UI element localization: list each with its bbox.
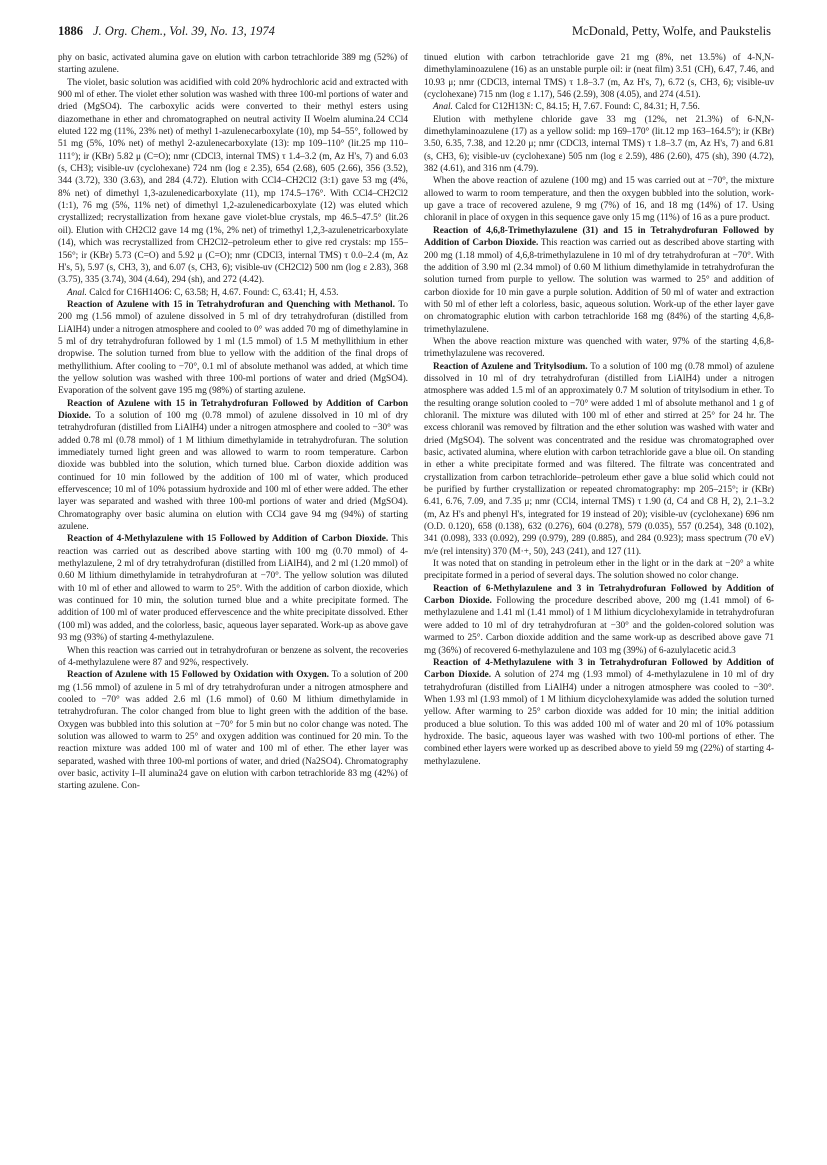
header-left	[58, 24, 275, 39]
section-heading: Reaction of Azulene with 15 in Tetrahydrofuran Followed by Addition of Carbon Dioxide.	[58, 398, 408, 421]
paragraph	[58, 299, 408, 398]
paragraph	[424, 225, 774, 336]
paragraph-text: It was noted that on standing in petroleum ether in the light or in the dark at −20° a white precipitate formed in a period of several days. The solution showed no color change.	[424, 559, 774, 582]
paragraph-text: This reaction was carried out as described above starting with 100 mg (0.70 mmol) of 4-methylazulene, 2 ml of dry tetrahydrofuran (distilled from LiAlH4), and 2 ml (1.20 mmol) of 0.60 M lithium dimethylamide in tetrahydrofuran at −70°. The yellow solution was diluted with 10 ml of ether and allowed to warm to 25°. With the addition of carbon dioxide, which was continued for 10 min, the solution turned blue and a white precipitate formed. The addition of 100 ml of water produced effervescence and the white precipitate dissolved. Ether (100 ml) was added, and the colorless, basic, aqueous layer separated. Work-up as above gave 93 mg (93%) of starting 4-methylazulene.	[58, 534, 408, 644]
paragraph	[58, 645, 408, 670]
paragraph	[424, 336, 774, 361]
section-heading: Reaction of 4-Methylazulene with 15 Followed by Addition of Carbon Dioxide.	[67, 534, 389, 545]
journal-citation: J. Org. Chem., Vol. 39, No. 13, 1974	[93, 24, 275, 38]
section-heading: Reaction of Azulene with 15 in Tetrahydrofuran and Quenching with Methanol.	[67, 299, 395, 310]
section-heading: Reaction of 4,6,8-Trimethylazulene (31) and 15 in Tetrahydrofuran Followed by Addition of Carbon Dioxide.	[424, 225, 774, 249]
section-heading: Reaction of Azulene with 15 Followed by Oxidation with Oxygen.	[67, 670, 329, 681]
paragraph-text: Calcd for C12H13N: C, 84.15; H, 7.67. Found: C, 84.31; H, 7.56.	[452, 102, 700, 113]
analysis-label: Anal.	[433, 102, 453, 113]
page-number: 1886	[58, 24, 83, 38]
paragraph-text: To a solution of 100 mg (0.78 mmol) of azulene dissolved in 10 ml of dry tetrahydrofuran (distilled from LiAlH4) under a nitrogen atmosphere and cooled to −30° was added 0.78 ml (0.78 mmol) of 1 M lithium dimethylamide in tetrahydrofuran. The solution immediately turned light green and was allowed to warm to room temperature. Carbon dioxide was bubbled into the solution, which turned blue. Carbon dioxide addition was continued for 10 min followed by the addition of 100 ml of water, which produced effervescence; 10 ml of 10% potassium hydroxide and 100 ml of ether were added. The ether layer was separated and washed with three 100-ml portions of water and dried (MgSO4). Chromatography over basic alumina on elution with CCl4 gave 94 mg (94%) of starting azulene.	[58, 410, 408, 533]
section-heading: Reaction of 4-Methylazulene with 3 in Tetrahydrofuran Followed by Addition of Carbon Dioxide.	[424, 657, 774, 681]
paragraph	[424, 657, 774, 768]
page-header	[58, 24, 771, 42]
paragraph-text: When the above reaction mixture was quenched with water, 97% of the starting 4,6,8-trimethylazulene was recovered.	[424, 336, 774, 360]
paragraph-text: When the above reaction of azulene (100 mg) and 15 was carried out at −70°, the mixture allowed to warm to room temperature, and then the oxygen bubbled into the solution, work-up gave a trace of recovered azulene, 9 mg (7%) of 16, and 18 mg (14%) of 17. Using chloranil in place of oxygen in this sequence gave only 15 mg (11%) of 16 as a pure product.	[424, 176, 774, 224]
right-column	[424, 52, 774, 1152]
paragraph-text: When this reaction was carried out in tetrahydrofuran or benzene as solvent, the recoveries of 4-methylazulene were 87 and 92%, respectively.	[58, 645, 408, 668]
paragraph	[58, 533, 408, 644]
paragraph-text: A solution of 274 mg (1.93 mmol) of 4-methylazulene in 10 ml of dry tetrahydrofuran (distilled from LiAlH4) under a nitrogen atmosphere was cooled to −30°. When 1.93 ml (1.93 mmol) of 1 M lithium dicyclohexylamide was added the solution turned yellow. After warming to 25° carbon dioxide was added for 10 min; the initial addition produced a blue solution. To this was added 100 ml of water and 20 ml of 10% potassium hydroxide. The basic, aqueous layer was washed with two 100-ml portions of ether. The combined ether layers were worked up as described above to yield 59 mg (22%) of starting 4-methylazulene.	[424, 670, 774, 767]
left-column	[58, 52, 408, 1152]
paragraph	[58, 669, 408, 792]
two-column-body	[58, 52, 774, 1152]
paragraph	[424, 583, 774, 657]
paragraph-text: tinued elution with carbon tetrachloride gave 21 mg (8%, net 13.5%) of 4-N,N-dimethylaminoazulene (16) as an unstable purple oil: ir (neat film) 3.51 (CH), 6.47, 7.46, and 10.93 μ; nmr (CDCl3, internal TMS) τ 1.8–3.7 (m, Az H's, 7), 6.72 (s, CH3, 6); visible-uv (cyclohexane) 715 nm (log ε 1.17), 546 (2.59), 308 (4.05), and 274 (4.51).	[424, 53, 774, 101]
paragraph	[424, 175, 774, 224]
paragraph-text: Calcd for C16H14O6: C, 63.58; H, 4.67. Found: C, 63.41; H, 4.53.	[86, 287, 339, 298]
paragraph-text: This reaction was carried out as described above starting with 200 mg (1.18 mmol) of 4,6,8-trimethylazulene in 10 ml of dry tetrahydrofuran at −70°. With the addition of 3.90 ml (2.34 mmol) of 0.60 M lithium dimethylamide in tetrahydrofuran the solution turned from purple to yellow. The solution was warmed to 25° and addition of carbon dioxide for 10 min gave a purple solution. Addition of 50 ml of water and extraction with 50 ml of ether left a colorless, basic, aqueous solution. Work-up of the ether layer gave on chromatographic elution with carbon tetrachloride 168 mg (84%) of the starting 4,6,8-trimethylazulene.	[424, 238, 774, 335]
analysis-label: Anal.	[67, 287, 87, 298]
paragraph	[424, 52, 774, 101]
paragraph-text: phy on basic, activated alumina gave on elution with carbon tetrachloride 389 mg (52%) of starting azulene.	[58, 53, 408, 76]
section-heading: Reaction of Azulene and Tritylsodium.	[433, 361, 588, 372]
author-line: McDonald, Petty, Wolfe, and Paukstelis	[572, 24, 771, 38]
paragraph-text: Elution with methylene chloride gave 33 mg (12%, net 21.3%) of 6-N,N-dimethylaminoazulene (17) as a yellow solid: mp 169–170° (lit.12 mp 163–164.5°); ir (KBr) 3.50, 6.35, 7.38, and 12.20 μ; nmr (CDCl3, internal TMS) τ 1.8–3.7 (m, Az H's, 7) and 6.81 (s, CH3, 6); visible-uv (cyclohexane) 505 nm (log ε 2.59), 486 (2.60), 475 (sh), 390 (4.72), 382 (4.61), and 316 nm (4.79).	[424, 114, 774, 175]
paragraph	[58, 52, 408, 77]
paragraph-text: The violet, basic solution was acidified with cold 20% hydrochloric acid and extracted with 900 ml of ether. The violet ether solution was washed with three 100-ml portions of water and dried (MgSO4). The carboxylic acids were converted to their methyl esters using diazomethane in ether and chromatographed on neutral activity II Woelm alumina.24 CCl4 eluted 122 mg (11%, 23% net) of methyl 1-azulenecarboxylate (10), mp 54–55°, followed by 51 mg (5%, 10% net) of methyl 2-azulenecarboxylate (13): mp 109–110° (lit.25 mp 110–111°); ir (KBr) 5.82 μ (C=O); nmr (CDCl3, internal TMS) τ 1.4–3.2 (m, Az H's, 7) and 6.03 (s, CH3); visible-uv (cyclohexane) 724 nm (log ε 2.35), 654 (2.68), 605 (2.66), 356 (3.52), 344 (3.72), 330 (3.63), and 284 (4.72). Elution with CCl4–CH2Cl2 (3:1) gave 53 mg (4%, 8% net) of dimethyl 1,3-azulenedicarboxylate (11), mp 174.5–176°. With CCl4–CH2Cl2 (1:1), 76 mg (5%, 11% net) of dimethyl 1,2-azulenedicarboxylate (12) was eluted which crystallized; recrystallization from hexane gave violet-blue crystals, mp 46.5–47.5° (lit.26 oil). Elution with CH2Cl2 gave 14 mg (1%, 2% net) of trimethyl 1,2,3-azulenetricarboxylate (14), which was recrystallized from CH2Cl2–petroleum ether to give red crystals: mp 155–156°; ir (KBr) 5.73 (C=O) and 5.92 μ (C=O); nmr (CDCl3, internal TMS) τ 0.0–2.4 (m, Az H's, 5), 5.97 (s, CH3, 3), and 6.07 (s, CH3, 6); visible-uv (CH2Cl2) 500 nm (log ε 2.83), 368 (3.75), 335 (3.74), 304 (4.64), 294 (sh), and 272 (4.42).	[58, 77, 408, 286]
paragraph	[58, 77, 408, 287]
paragraph	[424, 101, 774, 113]
paragraph-text: Following the procedure described above, 200 mg (1.41 mmol) of 6-methylazulene and 1.41 ml (1.41 mmol) of 1 M lithium dicyclohexylamide in tetrahydrofuran were added to 10 ml of dry tetrahydrofuran at −30° and the golden-colored solution was warmed to 25°. Carbon dioxide addition and the same work-up as described above gave 71 mg (36%) of recovered 6-methylazulene and 103 mg (39%) of 6-azulylacetic acid.3	[424, 596, 774, 656]
paragraph-text: To 200 mg (1.56 mmol) of azulene dissolved in 5 ml of dry tetrahydrofuran (distilled from LiAlH4) under a nitrogen atmosphere and cooled to 0° was added 70 mg of dimethylamine in 5 ml of dry tetrahydrofuran followed by 1 ml (1.5 mmol) of 1.5 M methyllithium in ether dropwise. The solution turned from blue to yellow with the addition of the final drops of methyllithium. After cooling to −70°, 0.1 ml of absolute methanol was added, at which time the yellow solution was washed with three 100-ml portions of water and dried (MgSO4). Evaporation of the solvent gave 195 mg (98%) of starting azulene.	[58, 299, 408, 397]
section-heading: Reaction of 6-Methylazulene and 3 in Tetrahydrofuran Followed by Addition of Carbon Dioxide.	[424, 583, 774, 607]
paragraph-text: To a solution of 100 mg (0.78 mmol) of azulene dissolved in 10 ml of dry tetrahydrofuran (distilled from LiAlH4) under a nitrogen atmosphere was added 1.5 ml of an approximately 0.7 M solution of tritylsodium in ether. To the resulting orange solution cooled to −70° were added 1 ml of absolute methanol and 1 g of chloranil. The mixture was diluted with 100 ml of ether and stirred at 25° for 24 hr. The excess chloranil was removed by filtration and the ether solution was washed with water and dried (MgSO4). The solvent was concentrated and the residue was chromatographed over basic, activated alumina, where elution with carbon tetrachloride gave a blue oil. On standing in ether a white precipitate formed and was filtered. The filtrate was concentrated and crystallization from carbon tetrachloride–petroleum ether gave a blue solid which could not be purified by further crystallization or repeated chromatography: mp 205–215°; ir (KBr) 6.41, 6.76, 7.09, and 7.35 μ; nmr (CCl4, internal TMS) τ 1.90 (d, C4 and C8 H, 2), 2.1–3.2 (m, Az H's and phenyl H's, integrated for 19 instead of 20); visible-uv (cyclohexane) 696 nm (O.D. 0.120), 658 (0.138), 632 (0.276), 604 (0.278), 579 (0.035), 557 (0.254), 348 (0.102), 341 (0.098), 333 (0.092), 299 (0.979), 289 (0.885), and 284 (0.923); mass spectrum (70 eV) m/e (rel intensity) 370 (M·+, 50), 243 (241), and 127 (11).	[424, 361, 774, 557]
paragraph	[424, 114, 774, 176]
paragraph	[58, 287, 408, 299]
paragraph	[424, 361, 774, 559]
paragraph	[58, 398, 408, 534]
paragraph	[424, 558, 774, 583]
paragraph-text: To a solution of 200 mg (1.56 mmol) of azulene in 5 ml of dry tetrahydrofuran under a nitrogen atmosphere and cooled to −70° was added 2.6 ml (1.6 mmol) of 0.60 M lithium dimethylamide in tetrahydrofuran. The color changed from blue to light green with the addition of the base. Oxygen was bubbled into this solution at −70° for 5 min but no color change was noted. The solution was allowed to warm to 25° and oxygen addition was continued for 20 min. To the reaction mixture was added 100 ml of water and 100 ml of ether. The ether layer was separated, washed with three 100-ml portions of water, and dried (Na2SO4). Chromatography over basic, activity I–II alumina24 gave on elution with carbon tetrachloride 83 mg (42%) of starting azulene. Con-	[58, 670, 408, 792]
